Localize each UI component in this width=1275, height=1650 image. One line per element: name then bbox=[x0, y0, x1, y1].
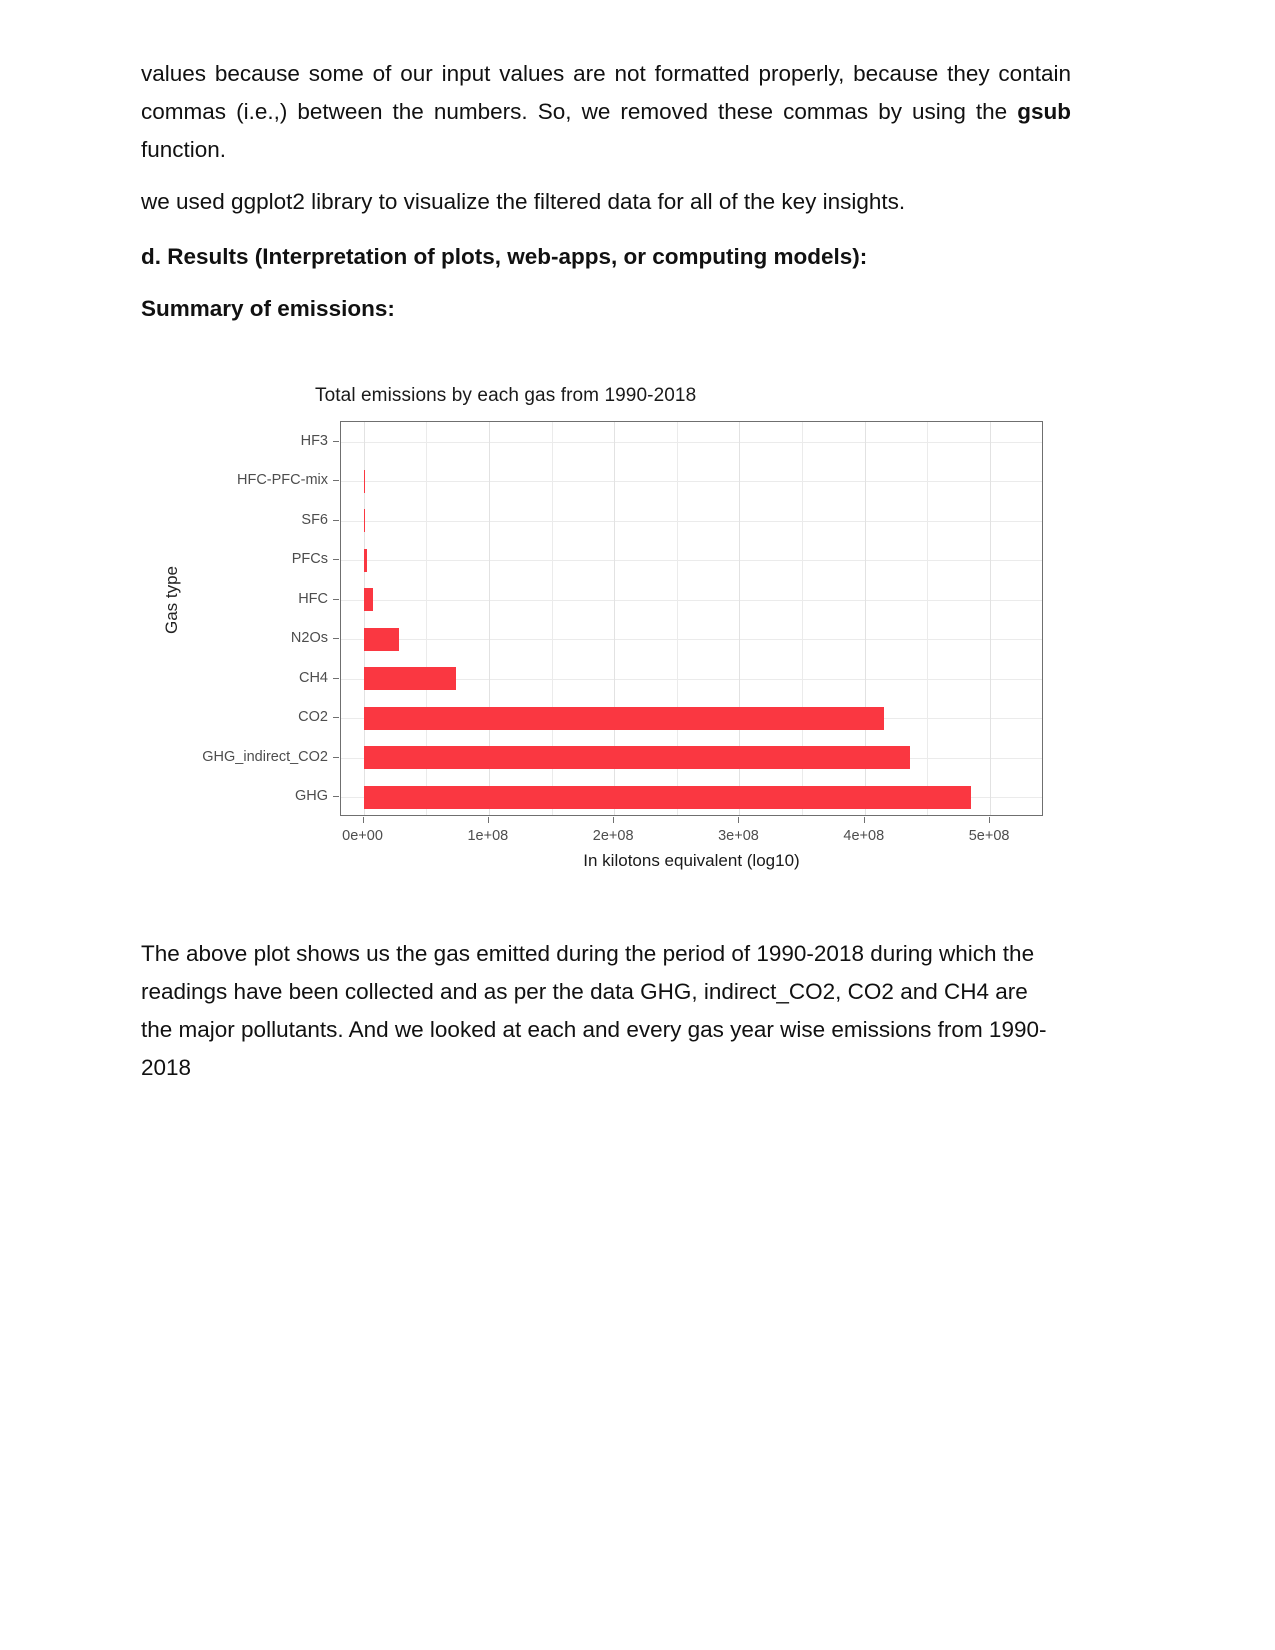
paragraph-ggplot: we used ggplot2 library to visualize the filtered data for all of the key insights. bbox=[141, 189, 906, 214]
bar-ghg bbox=[364, 786, 972, 809]
y-tick-label: CO2 bbox=[298, 709, 328, 726]
y-tick-label: N2Os bbox=[290, 630, 328, 647]
y-tick-label: CH4 bbox=[298, 669, 328, 686]
gridline-horizontal bbox=[341, 521, 1042, 522]
x-tick-mark bbox=[613, 817, 614, 823]
plot-panel bbox=[340, 421, 1043, 816]
y-tick-label: GHG_indirect_CO2 bbox=[202, 748, 328, 765]
y-tick-mark bbox=[333, 520, 339, 521]
y-tick-label: SF6 bbox=[301, 511, 328, 528]
bar-hfc-pfc-mix bbox=[364, 470, 366, 493]
x-tick-mark bbox=[738, 817, 739, 823]
paragraph-intro-tail: function. bbox=[141, 137, 227, 162]
x-tick-mark bbox=[989, 817, 990, 823]
y-tick-mark bbox=[333, 796, 339, 797]
y-tick-mark bbox=[333, 717, 339, 718]
y-axis-title: Gas type bbox=[162, 565, 182, 635]
y-tick-mark bbox=[333, 559, 339, 560]
y-tick-mark bbox=[333, 599, 339, 600]
bar-pfcs bbox=[364, 549, 367, 572]
x-tick-label: 1e+08 bbox=[467, 828, 509, 844]
gridline-horizontal bbox=[341, 481, 1042, 482]
x-tick-mark bbox=[488, 817, 489, 823]
x-tick-label: 4e+08 bbox=[843, 828, 885, 844]
y-tick-mark bbox=[333, 757, 339, 758]
y-tick-label: HFC-PFC-mix bbox=[236, 472, 328, 489]
bar-n2os bbox=[364, 628, 400, 651]
x-tick-label: 2e+08 bbox=[592, 828, 634, 844]
x-tick-label: 3e+08 bbox=[718, 828, 759, 844]
y-axis-tick-labels bbox=[150, 421, 328, 816]
emissions-bar-chart bbox=[150, 385, 1055, 890]
gridline-vertical-major bbox=[990, 422, 991, 815]
bar-co2 bbox=[364, 707, 884, 730]
gsub-bold-term: gsub bbox=[1017, 99, 1071, 124]
chart-title: Total emissions by each gas from 1990-2018 bbox=[315, 385, 697, 406]
y-tick-mark bbox=[333, 678, 339, 679]
bar-hfc bbox=[364, 588, 374, 611]
y-tick-label: PFCs bbox=[291, 551, 328, 568]
paragraph-intro-text: values because some of our input values are not formatted properly, because they contain commas (i.e.,) between the numbers. So, we removed these commas by using the bbox=[141, 61, 1071, 124]
heading-summary: Summary of emissions: bbox=[141, 296, 395, 321]
y-tick-mark bbox=[333, 638, 339, 639]
bar-ghg-indirect-co2 bbox=[364, 746, 910, 769]
y-tick-mark bbox=[333, 441, 339, 442]
gridline-vertical-minor bbox=[927, 422, 928, 815]
x-tick-label: 0e+00 bbox=[342, 828, 383, 844]
x-tick-label: 5e+08 bbox=[968, 828, 1010, 844]
gridline-horizontal bbox=[341, 639, 1042, 640]
y-tick-label: GHG bbox=[294, 788, 328, 805]
y-tick-mark bbox=[333, 480, 339, 481]
heading-results: d. Results (Interpretation of plots, web-apps, or computing models): bbox=[141, 244, 868, 269]
y-tick-label: HF3 bbox=[300, 432, 328, 449]
x-tick-mark bbox=[864, 817, 865, 823]
paragraph-intro bbox=[141, 55, 1071, 169]
x-axis-title: In kilotons equivalent (log10) bbox=[583, 851, 800, 870]
gridline-horizontal bbox=[341, 600, 1042, 601]
gridline-horizontal bbox=[341, 560, 1042, 561]
x-tick-mark bbox=[363, 817, 364, 823]
bar-ch4 bbox=[364, 667, 456, 690]
gridline-horizontal bbox=[341, 442, 1042, 443]
paragraph-after: The above plot shows us the gas emitted during the period of 1990-2018 during which the readings have been collected and as per the data GHG, indirect_CO2, CO2 and CH4 are the major pollutants. And we looked at each and every gas year wise emissions from 1990-2018 bbox=[141, 941, 1047, 1080]
y-tick-label: HFC bbox=[298, 590, 328, 607]
bar-sf6 bbox=[364, 509, 366, 532]
